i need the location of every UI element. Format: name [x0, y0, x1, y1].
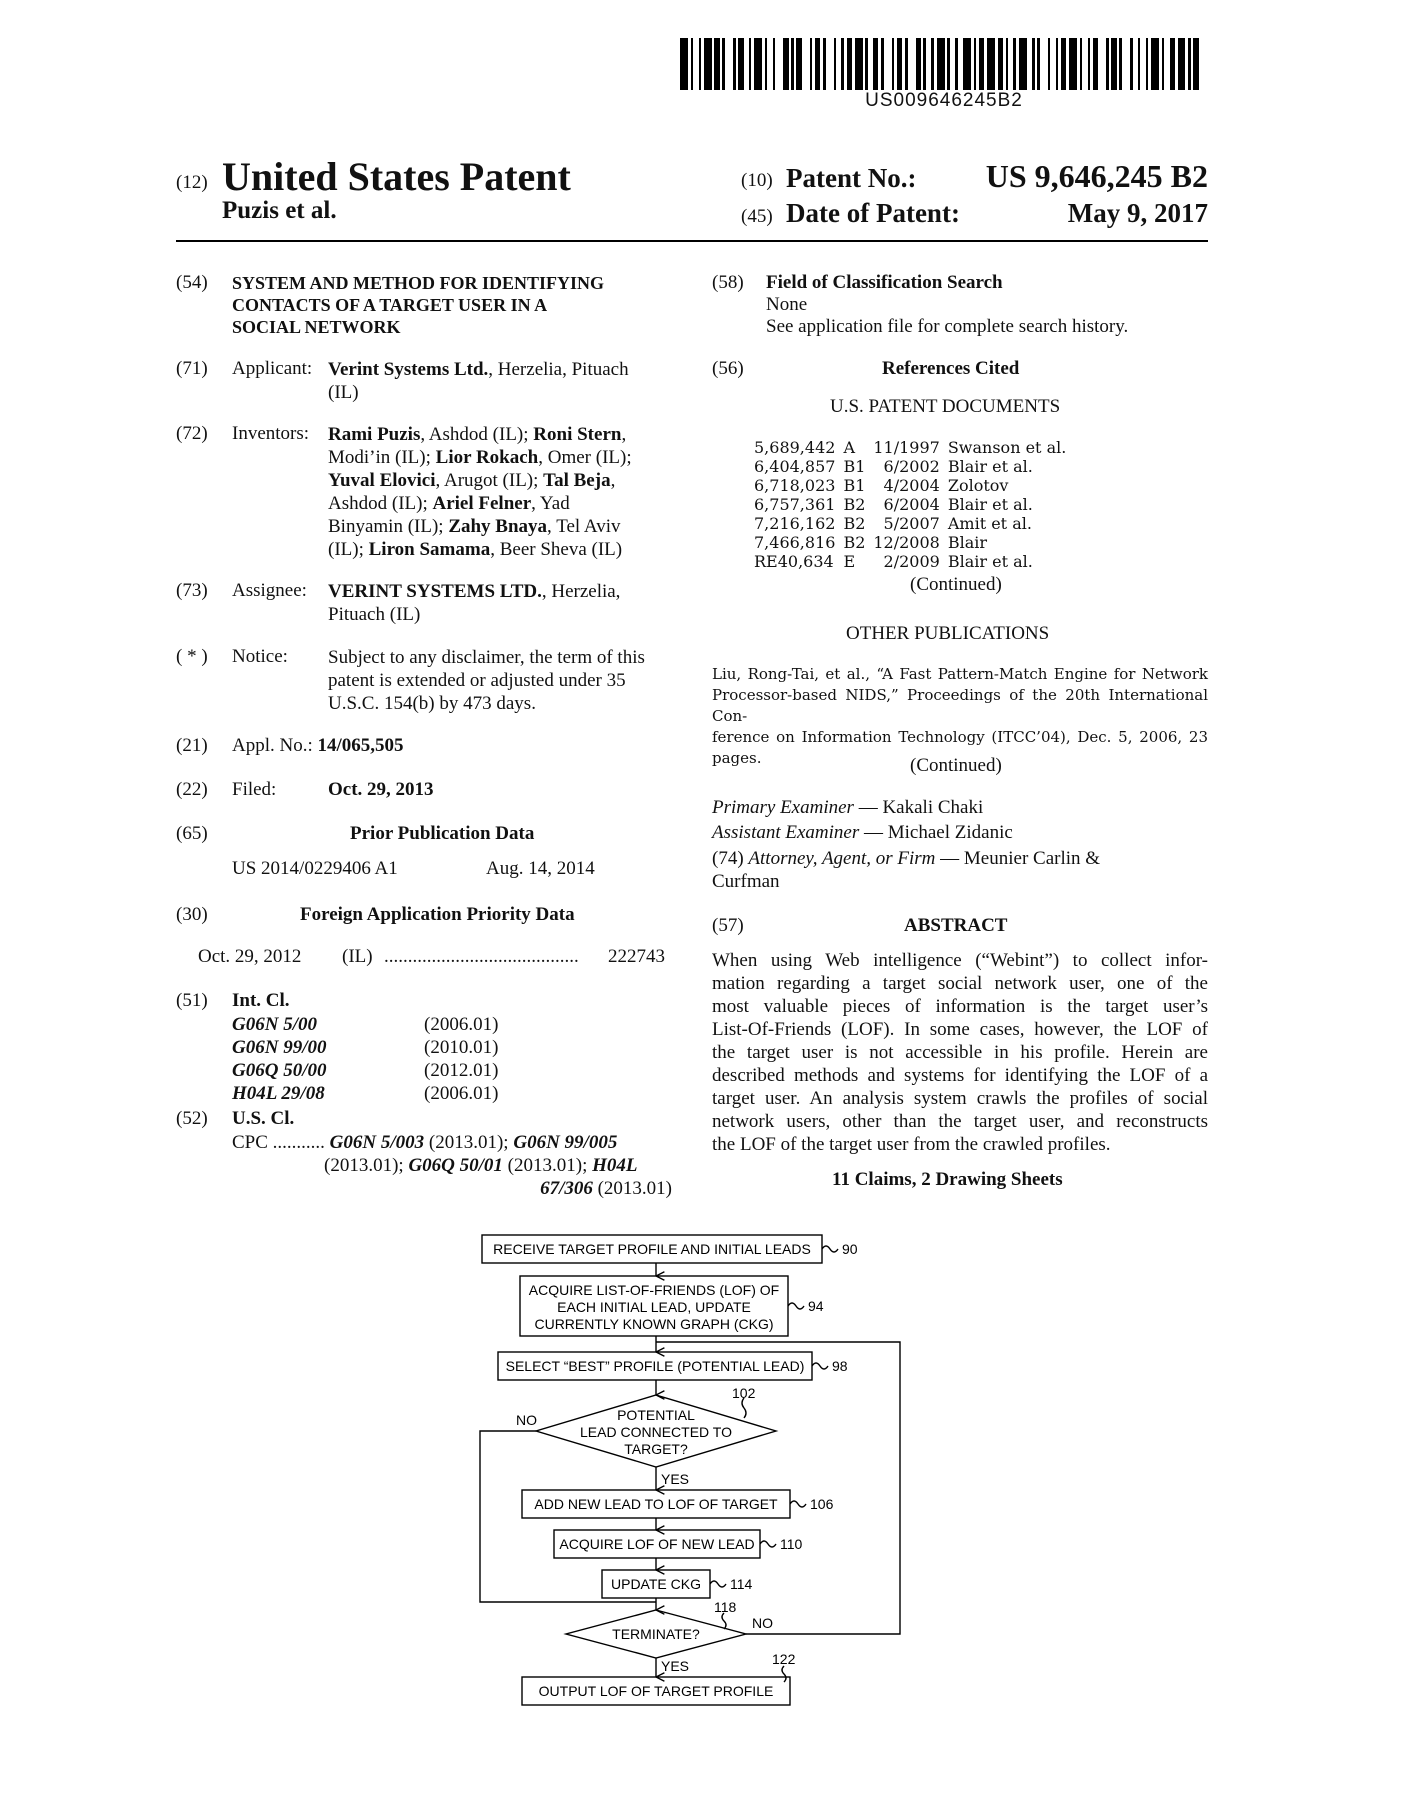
us-patent-no: 7,216,162: [754, 514, 836, 533]
assignee: VERINT SYSTEMS LTD., Herzelia, Pituach (IL): [328, 581, 621, 625]
step-94-line3: CURRENTLY KNOWN GRAPH (CKG): [534, 1316, 774, 1332]
applicant-code: (71): [176, 358, 208, 379]
no-label-118: NO: [752, 1615, 773, 1631]
us-patent-kind: B2: [843, 514, 866, 533]
ref-122: 122: [772, 1651, 796, 1667]
us-patent-name: Blair et al.: [947, 552, 1033, 571]
us-docs-heading: U.S. PATENT DOCUMENTS: [830, 396, 1061, 417]
step-94-line2: EACH INITIAL LEAD, UPDATE: [557, 1299, 751, 1315]
abstract-text: When using Web intelligence (“Webint”) to collect infor- mation regarding a target social network user, one of the most valuable pieces of information is the target user’s List-Of-Friends (LOF). In some cases, however, the LOF of the target user is not accessible in his profile. Herein are described methods and systems for identifying the LOF of a target user. An analysis system crawls the profiles of social network users, other than the target user, and reconstructs the LOF of the target user from the crawled profiles.: [712, 950, 1208, 1155]
ref-102: 102: [732, 1385, 756, 1401]
yes-label-118: YES: [661, 1658, 690, 1674]
patent-no-label: Patent No.:: [786, 163, 917, 193]
us-patent-date: 6/2002: [883, 457, 940, 476]
code-45: (45): [741, 206, 773, 227]
intcl-row: G06N 99/00 (2010.01): [232, 1037, 499, 1058]
abstract-code: (57): [712, 915, 744, 936]
us-patent-name: Swanson et al.: [947, 438, 1067, 457]
claims-count: 11 Claims, 2 Drawing Sheets: [832, 1169, 1063, 1190]
notice-code: ( * ): [176, 646, 208, 667]
step-110-label: ACQUIRE LOF OF NEW LEAD: [559, 1536, 755, 1552]
prior-code: (65): [176, 823, 208, 844]
us-patent-date: 6/2004: [883, 495, 940, 514]
us-patent-no: 6,404,857: [754, 457, 836, 476]
us-patent-date: 11/1997: [873, 438, 940, 457]
applicant-label: Applicant:: [232, 358, 313, 379]
intcl-code: (51): [176, 990, 208, 1011]
ref-94: 94: [808, 1298, 824, 1314]
us-patent-name: Blair et al.: [947, 495, 1033, 514]
us-patent-name: Blair et al.: [947, 457, 1033, 476]
decision-102-line1: POTENTIAL: [617, 1407, 695, 1423]
title-code: (54): [176, 272, 208, 293]
foreign-code: (30): [176, 904, 208, 925]
date-label: Date of Patent:: [786, 198, 960, 228]
intcl-row: H04L 29/08 (2006.01): [232, 1083, 499, 1104]
field-none: None: [766, 294, 808, 315]
ref-90: 90: [842, 1241, 858, 1257]
us-patent-kind: B1: [843, 457, 866, 476]
us-patent-no: 6,718,023: [754, 476, 836, 495]
uscl-code: (52): [176, 1108, 208, 1129]
field-heading: Field of Classification Search: [766, 272, 1003, 293]
us-patent-name: Blair: [947, 533, 988, 552]
foreign-date: Oct. 29, 2012: [198, 946, 302, 967]
prior-pub: US 2014/0229406 A1: [232, 858, 398, 879]
us-patent-date: 2/2009: [883, 552, 940, 571]
foreign-number: 222743: [608, 946, 665, 967]
field-see: See application file for complete search history.: [766, 316, 1129, 337]
code-10: (10): [741, 170, 773, 191]
field-code: (58): [712, 272, 744, 293]
ref-106: 106: [810, 1496, 834, 1512]
no-label-102: NO: [516, 1412, 537, 1428]
patent-title: SYSTEM AND METHOD FOR IDENTIFYING CONTACTS OF A TARGET USER IN A SOCIAL NETWORK: [232, 273, 605, 337]
uscl-label: U.S. Cl.: [232, 1108, 295, 1129]
barcode-number: US009646245B2: [865, 90, 1023, 111]
inventors-code: (72): [176, 423, 208, 444]
patent-number: US 9,646,245 B2: [985, 158, 1208, 194]
yes-label-102: YES: [661, 1471, 690, 1487]
foreign-country: (IL): [342, 946, 373, 967]
ref-98: 98: [832, 1358, 848, 1374]
prior-heading: Prior Publication Data: [350, 823, 535, 844]
us-patent-no: 5,689,442: [754, 438, 836, 457]
us-patent-date: 4/2004: [883, 476, 940, 495]
refs-heading: References Cited: [882, 358, 1020, 379]
prior-date: Aug. 14, 2014: [486, 858, 595, 879]
continued-1: (Continued): [910, 574, 1002, 595]
us-patent-kind: B2: [843, 495, 866, 514]
decision-118-label: TERMINATE?: [612, 1626, 700, 1642]
us-patent-no: RE40,634: [754, 552, 834, 571]
inventors: Rami Puzis, Ashdod (IL); Roni Stern, Modi’in (IL); Lior Rokach, Omer (IL); Yuval Elovici, Arugot (IL); Tal Beja, Ashdod (IL); Ariel Felner, Yad Binyamin (IL); Zahy Bnaya, Tel Aviv (IL); Liron Samama, Beer Sheva (IL): [328, 424, 632, 560]
us-patent-date: 12/2008: [873, 533, 940, 552]
us-patent-name: Amit et al.: [947, 514, 1032, 533]
intcl-row: G06N 5/00 (2006.01): [232, 1014, 499, 1035]
appl-code: (21): [176, 735, 208, 756]
filed-date: Oct. 29, 2013: [328, 779, 434, 800]
step-94-line1: ACQUIRE LIST-OF-FRIENDS (LOF) OF: [528, 1282, 780, 1298]
filed-code: (22): [176, 779, 208, 800]
appl-label: Appl. No.: 14/065,505: [232, 735, 404, 756]
refs-code: (56): [712, 358, 744, 379]
step-106-label: ADD NEW LEAD TO LOF OF TARGET: [534, 1496, 778, 1512]
code-12: (12): [176, 172, 208, 193]
document-type: United States Patent: [222, 154, 571, 199]
us-patent-no: 6,757,361: [754, 495, 836, 514]
us-patent-date: 5/2007: [883, 514, 940, 533]
ref-118: 118: [714, 1599, 737, 1615]
ref-110: 110: [780, 1536, 803, 1552]
us-patent-no: 7,466,816: [754, 533, 836, 552]
step-98-label: SELECT “BEST” PROFILE (POTENTIAL LEAD): [505, 1358, 805, 1374]
intcl-label: Int. Cl.: [232, 990, 290, 1011]
filed-label: Filed:: [232, 779, 277, 800]
intcl-row: G06Q 50/00 (2012.01): [232, 1060, 499, 1081]
continued-2: (Continued): [910, 755, 1002, 776]
us-patent-kind: B1: [843, 476, 866, 495]
applicant: Verint Systems Ltd., Herzelia, Pituach (IL): [328, 359, 629, 403]
other-pubs-heading: OTHER PUBLICATIONS: [846, 623, 1050, 644]
notice-label: Notice:: [232, 646, 288, 667]
us-patent-kind: E: [843, 552, 856, 571]
abstract-heading: ABSTRACT: [904, 915, 1008, 936]
other-publication: Liu, Rong-Tai, et al., “A Fast Pattern-Match Engine for Network Processor-based NIDS,” Proceedings of the 20th International Con- ference on Information Technology (ITCC’04), Dec. 5, 2006, 23 pages.: [712, 665, 1208, 767]
primary-examiner: Primary Examiner — Kakali Chaki: [712, 797, 984, 818]
step-114-label: UPDATE CKG: [611, 1576, 701, 1592]
foreign-dots: .........................................: [384, 946, 579, 967]
us-patent-kind: B2: [843, 533, 866, 552]
attorney: (74) Attorney, Agent, or Firm — Meunier Carlin & Curfman: [712, 848, 1101, 892]
assignee-code: (73): [176, 580, 208, 601]
assistant-examiner: Assistant Examiner — Michael Zidanic: [712, 822, 1013, 843]
ref-114: 114: [730, 1576, 753, 1592]
inventor-short: Puzis et al.: [222, 197, 337, 224]
patent-date: May 9, 2017: [1067, 198, 1208, 228]
us-patent-kind: A: [843, 438, 855, 457]
inventors-label: Inventors:: [232, 423, 310, 444]
step-90-label: RECEIVE TARGET PROFILE AND INITIAL LEADS: [493, 1241, 811, 1257]
step-122-label: OUTPUT LOF OF TARGET PROFILE: [538, 1683, 774, 1699]
foreign-heading: Foreign Application Priority Data: [300, 904, 575, 925]
assignee-label: Assignee:: [232, 580, 307, 601]
decision-102-line2: LEAD CONNECTED TO: [580, 1424, 732, 1440]
cpc-classification: CPC ........... G06N 5/003 (2013.01); G06N 99/005 (2013.01); G06Q 50/01 (2013.01); H04L 67/306 (2013.01): [232, 1132, 672, 1199]
notice-text: Subject to any disclaimer, the term of this patent is extended or adjusted under 35 U.S.C. 154(b) by 473 days.: [328, 647, 645, 714]
decision-102-line3: TARGET?: [624, 1441, 688, 1457]
us-patent-name: Zolotov: [947, 476, 1009, 495]
